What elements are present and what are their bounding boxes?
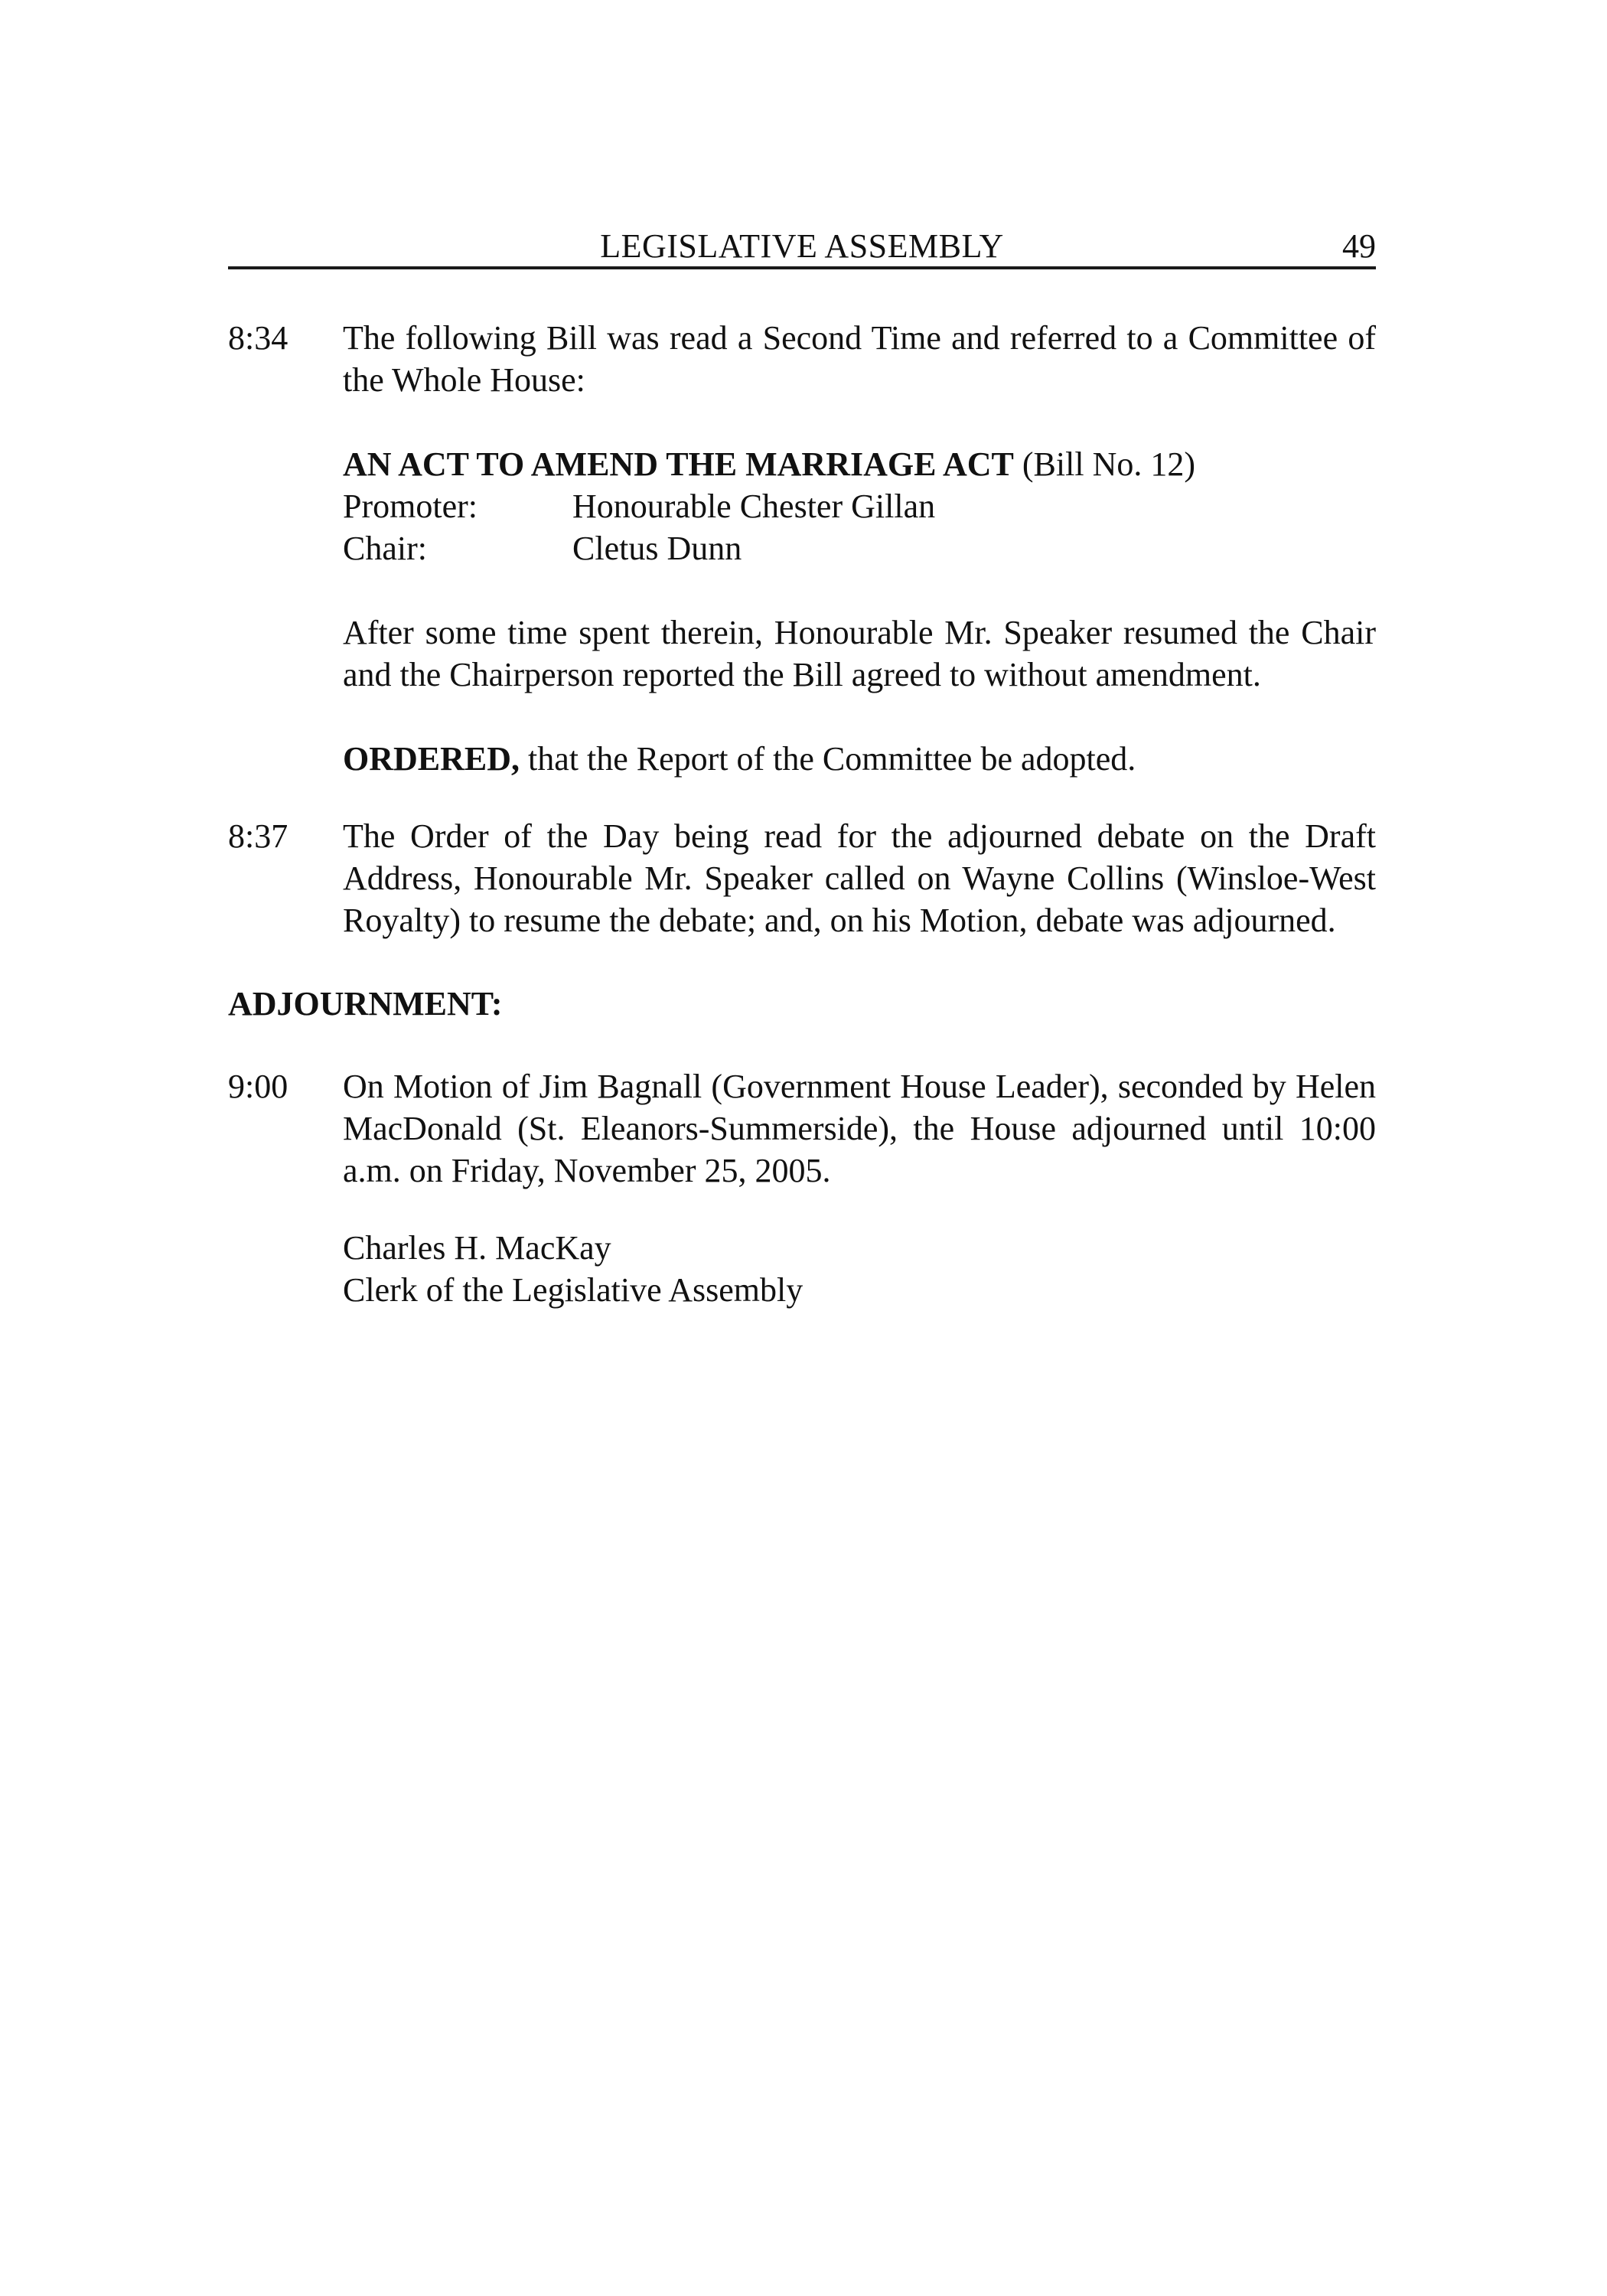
ordered-line	[343, 738, 1376, 780]
page-number: 49	[1342, 227, 1376, 265]
entry-text: The following Bill was read a Second Time and referred to a Committee of the Whole House:	[343, 319, 1376, 399]
promoter-value: Honourable Chester Gillan	[572, 488, 936, 525]
bill-title-line	[343, 443, 1376, 485]
adjournment-text: On Motion of Jim Bagnall (Government House Leader), seconded by Helen MacDonald (St. Eleanors-Summerside), the House adjourned until 10:00 a.m. on Friday, November 25, 2005.	[343, 1068, 1376, 1189]
entry-text: The Order of the Day being read for the adjourned debate on the Draft Address, Honourable Mr. Speaker called on Wayne Collins (Winsloe-West Royalty) to resume the debate; and, on his Motion, debate was adjourned.	[343, 817, 1376, 939]
entry-body	[343, 1065, 1376, 1192]
committee-text: After some time spent therein, Honourable Mr. Speaker resumed the Chair and the Chairperson reported the Bill agreed to without amendment.	[343, 614, 1376, 693]
entry-body	[343, 815, 1376, 941]
entry-time: 8:34	[228, 319, 288, 357]
entry-time: 9:00	[228, 1068, 288, 1105]
bill-number: (Bill No. 12)	[1022, 445, 1196, 483]
adjournment-heading: ADJOURNMENT:	[228, 985, 503, 1022]
entry-834	[228, 317, 1376, 776]
promoter-label: Promoter:	[343, 488, 478, 525]
chair-value: Cletus Dunn	[572, 530, 742, 567]
entry-time: 8:37	[228, 817, 288, 855]
chair-label: Chair:	[343, 530, 427, 567]
chair-row	[343, 527, 1376, 569]
signature-title: Clerk of the Legislative Assembly	[343, 1271, 804, 1309]
header-title: LEGISLATIVE ASSEMBLY	[600, 227, 1004, 265]
ordered-text: that the Report of the Committee be adopted.	[528, 740, 1136, 778]
entry-900	[228, 1065, 1376, 1195]
entry-body	[343, 317, 1376, 780]
entry-837	[228, 815, 1376, 945]
signature-name: Charles H. MacKay	[343, 1229, 611, 1267]
page-header	[228, 227, 1376, 269]
ordered-label: ORDERED,	[343, 740, 520, 778]
promoter-row	[343, 485, 1376, 527]
bill-title: AN ACT TO AMEND THE MARRIAGE ACT	[343, 445, 1014, 483]
